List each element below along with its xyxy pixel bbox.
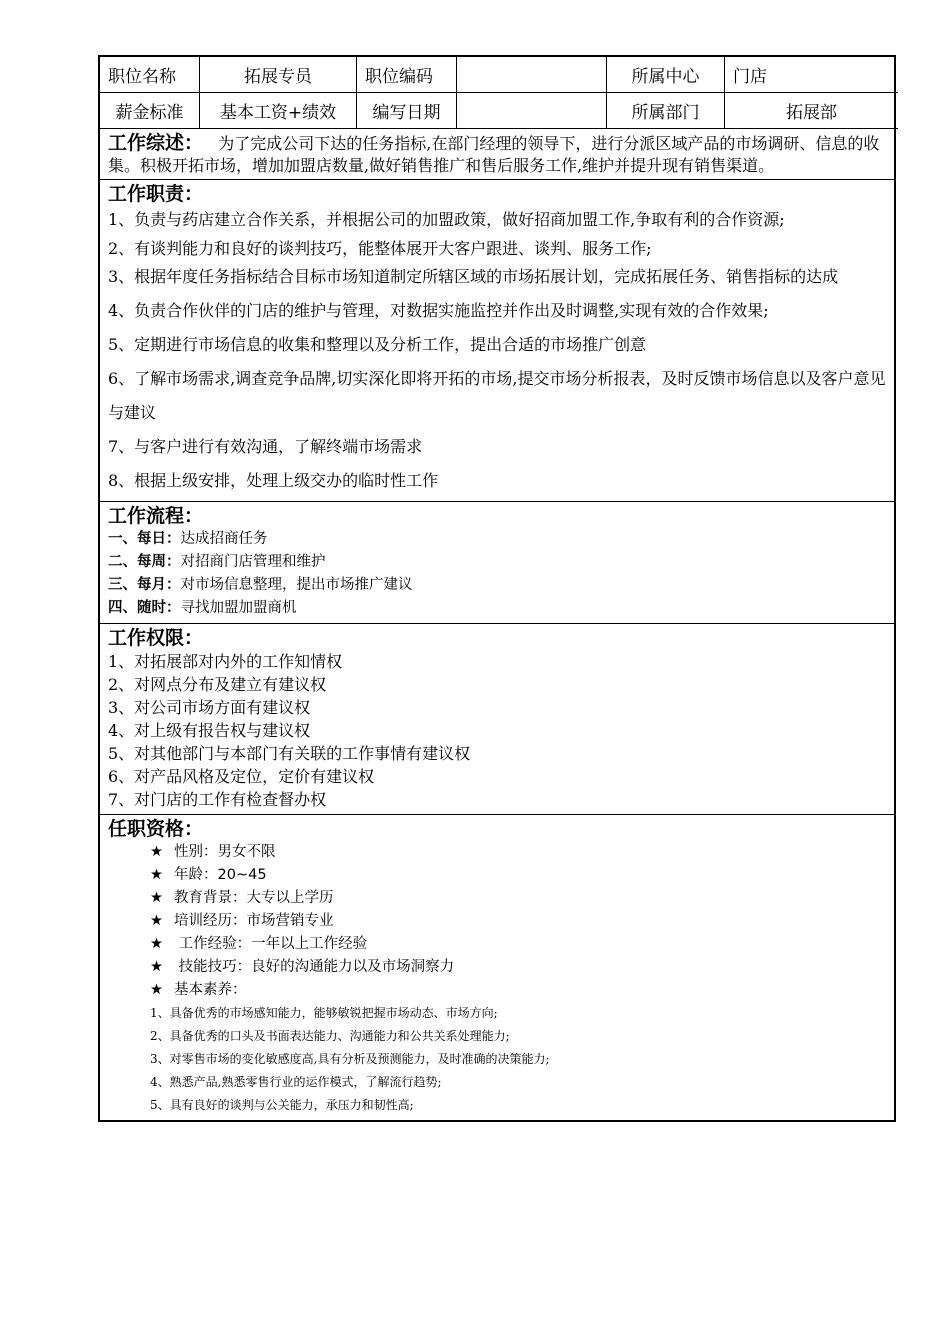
header-table [100,57,894,129]
process-item-label: 一、每日： [108,531,181,547]
star-icon: ★ [150,913,163,929]
header-cell-position-name-label: 职位名称 [100,57,200,93]
qualification-text: 教育背景：大专以上学历 [174,890,334,906]
process-item [108,551,886,574]
trait-item: 3、对零售市场的变化敏感度高,具有分析及预测能力，及时准确的决策能力; [150,1052,550,1066]
duty-item: 1、负责与药店建立合作关系，并根据公司的加盟政策，做好招商加盟工作,争取有利的合作资源; [108,210,785,229]
qualification-item [108,887,886,910]
summary-title: 工作综述： [108,132,204,154]
qualification-item [108,910,886,933]
header-cell-center-label: 所属中心 [607,57,725,93]
star-icon: ★ [150,982,163,998]
process-item-text: 对市场信息整理，提出市场推广建议 [180,577,413,593]
authority-item: 2、对网点分布及建立有建议权 [108,675,327,694]
duties-section [100,180,894,502]
qualification-item [108,956,886,979]
authority-item: 1、对拓展部对内外的工作知情权 [108,652,343,671]
process-item-text: 寻找加盟加盟商机 [180,600,297,616]
duty-item: 4、负责合作伙伴的门店的维护与管理，对数据实施监控并作出及时调整,实现有效的合作效果; [108,301,769,320]
process-item [108,528,886,551]
process-item [108,597,886,620]
qualification-item [108,979,886,1002]
star-icon: ★ [150,936,163,952]
duty-item: 5、定期进行市场信息的收集和整理以及分析工作，提出合适的市场推广创意 [108,335,647,354]
qualification-item [108,841,886,864]
header-cell-department-value: 拓展部 [725,93,898,129]
duties-title: 工作职责： [108,183,204,205]
process-item-text: 对招商门店管理和维护 [180,554,326,570]
star-icon: ★ [150,867,163,883]
process-item-label: 三、每月： [108,577,181,593]
process-item [108,574,886,597]
qualification-text: 性别：男女不限 [174,844,276,860]
qualifications-section [100,815,894,1120]
header-cell-position-name-value: 拓展专员 [200,57,357,93]
authority-item: 4、对上级有报告权与建议权 [108,721,311,740]
header-cell-center-value: 门店 [725,57,898,93]
authority-section [100,624,894,815]
authority-item: 3、对公司市场方面有建议权 [108,698,311,717]
duty-item: 7、与客户进行有效沟通，了解终端市场需求 [108,437,423,456]
duty-item: 2、有谈判能力和良好的谈判技巧，能整体展开大客户跟进、谈判、服务工作; [108,239,652,258]
authority-item: 5、对其他部门与本部门有关联的工作事情有建议权 [108,744,471,763]
qualifications-title: 任职资格： [108,818,204,840]
header-cell-salary-value: 基本工资+绩效 [200,93,357,129]
qualification-text: 年龄：20~45 [174,867,267,883]
duty-item: 3、根据年度任务指标结合目标市场知道制定所辖区域的市场拓展计划，完成拓展任务、销售指标的达成 [108,267,839,286]
trait-item: 2、具备优秀的口头及书面表达能力、沟通能力和公共关系处理能力; [150,1029,510,1043]
authority-item: 7、对门店的工作有检查督办权 [108,790,327,809]
process-section [100,502,894,624]
header-cell-position-code-value [457,57,607,93]
job-description-document [98,55,896,1122]
star-icon: ★ [150,890,163,906]
process-title: 工作流程： [108,505,204,527]
header-cell-department-label: 所属部门 [607,93,725,129]
authority-title: 工作权限： [108,627,204,649]
summary-text: 为了完成公司下达的任务指标,在部门经理的领导下，进行分派区域产品的市场调研、信息的收集。积极开拓市场，增加加盟店数量,做好销售推广和售后服务工作,维护并提升现有销售渠道。 [108,134,880,175]
authority-item: 6、对产品风格及定位，定价有建议权 [108,767,375,786]
qualification-text: 技能技巧：良好的沟通能力以及市场洞察力 [174,959,455,975]
star-icon: ★ [150,844,163,860]
star-icon: ★ [150,959,163,975]
header-cell-date-value [457,93,607,129]
trait-item: 1、具备优秀的市场感知能力，能够敏锐把握市场动态、市场方向; [150,1006,498,1020]
qualification-text: 工作经验：一年以上工作经验 [174,936,368,952]
duty-item: 6、了解市场需求,调查竞争品牌,切实深化即将开拓的市场,提交市场分析报表，及时反馈市场信息以及客户意见与建议 [108,369,886,422]
process-item-label: 二、每周： [108,554,181,570]
header-cell-salary-label: 薪金标准 [100,93,200,129]
header-cell-position-code-label: 职位编码 [357,57,457,93]
trait-item: 5、具有良好的谈判与公关能力，承压力和韧性高; [150,1098,414,1112]
process-item-text: 达成招商任务 [180,531,268,547]
qualification-text: 基本素养： [174,982,247,998]
qualification-text: 培训经历：市场营销专业 [174,913,334,929]
trait-item: 4、熟悉产品,熟悉零售行业的运作模式，了解流行趋势; [150,1075,442,1089]
qualification-item [108,933,886,956]
duty-item: 8、根据上级安排，处理上级交办的临时性工作 [108,471,439,490]
header-cell-date-label: 编写日期 [357,93,457,129]
process-item-label: 四、随时： [108,600,181,616]
qualification-item [108,864,886,887]
summary-section [100,129,894,180]
